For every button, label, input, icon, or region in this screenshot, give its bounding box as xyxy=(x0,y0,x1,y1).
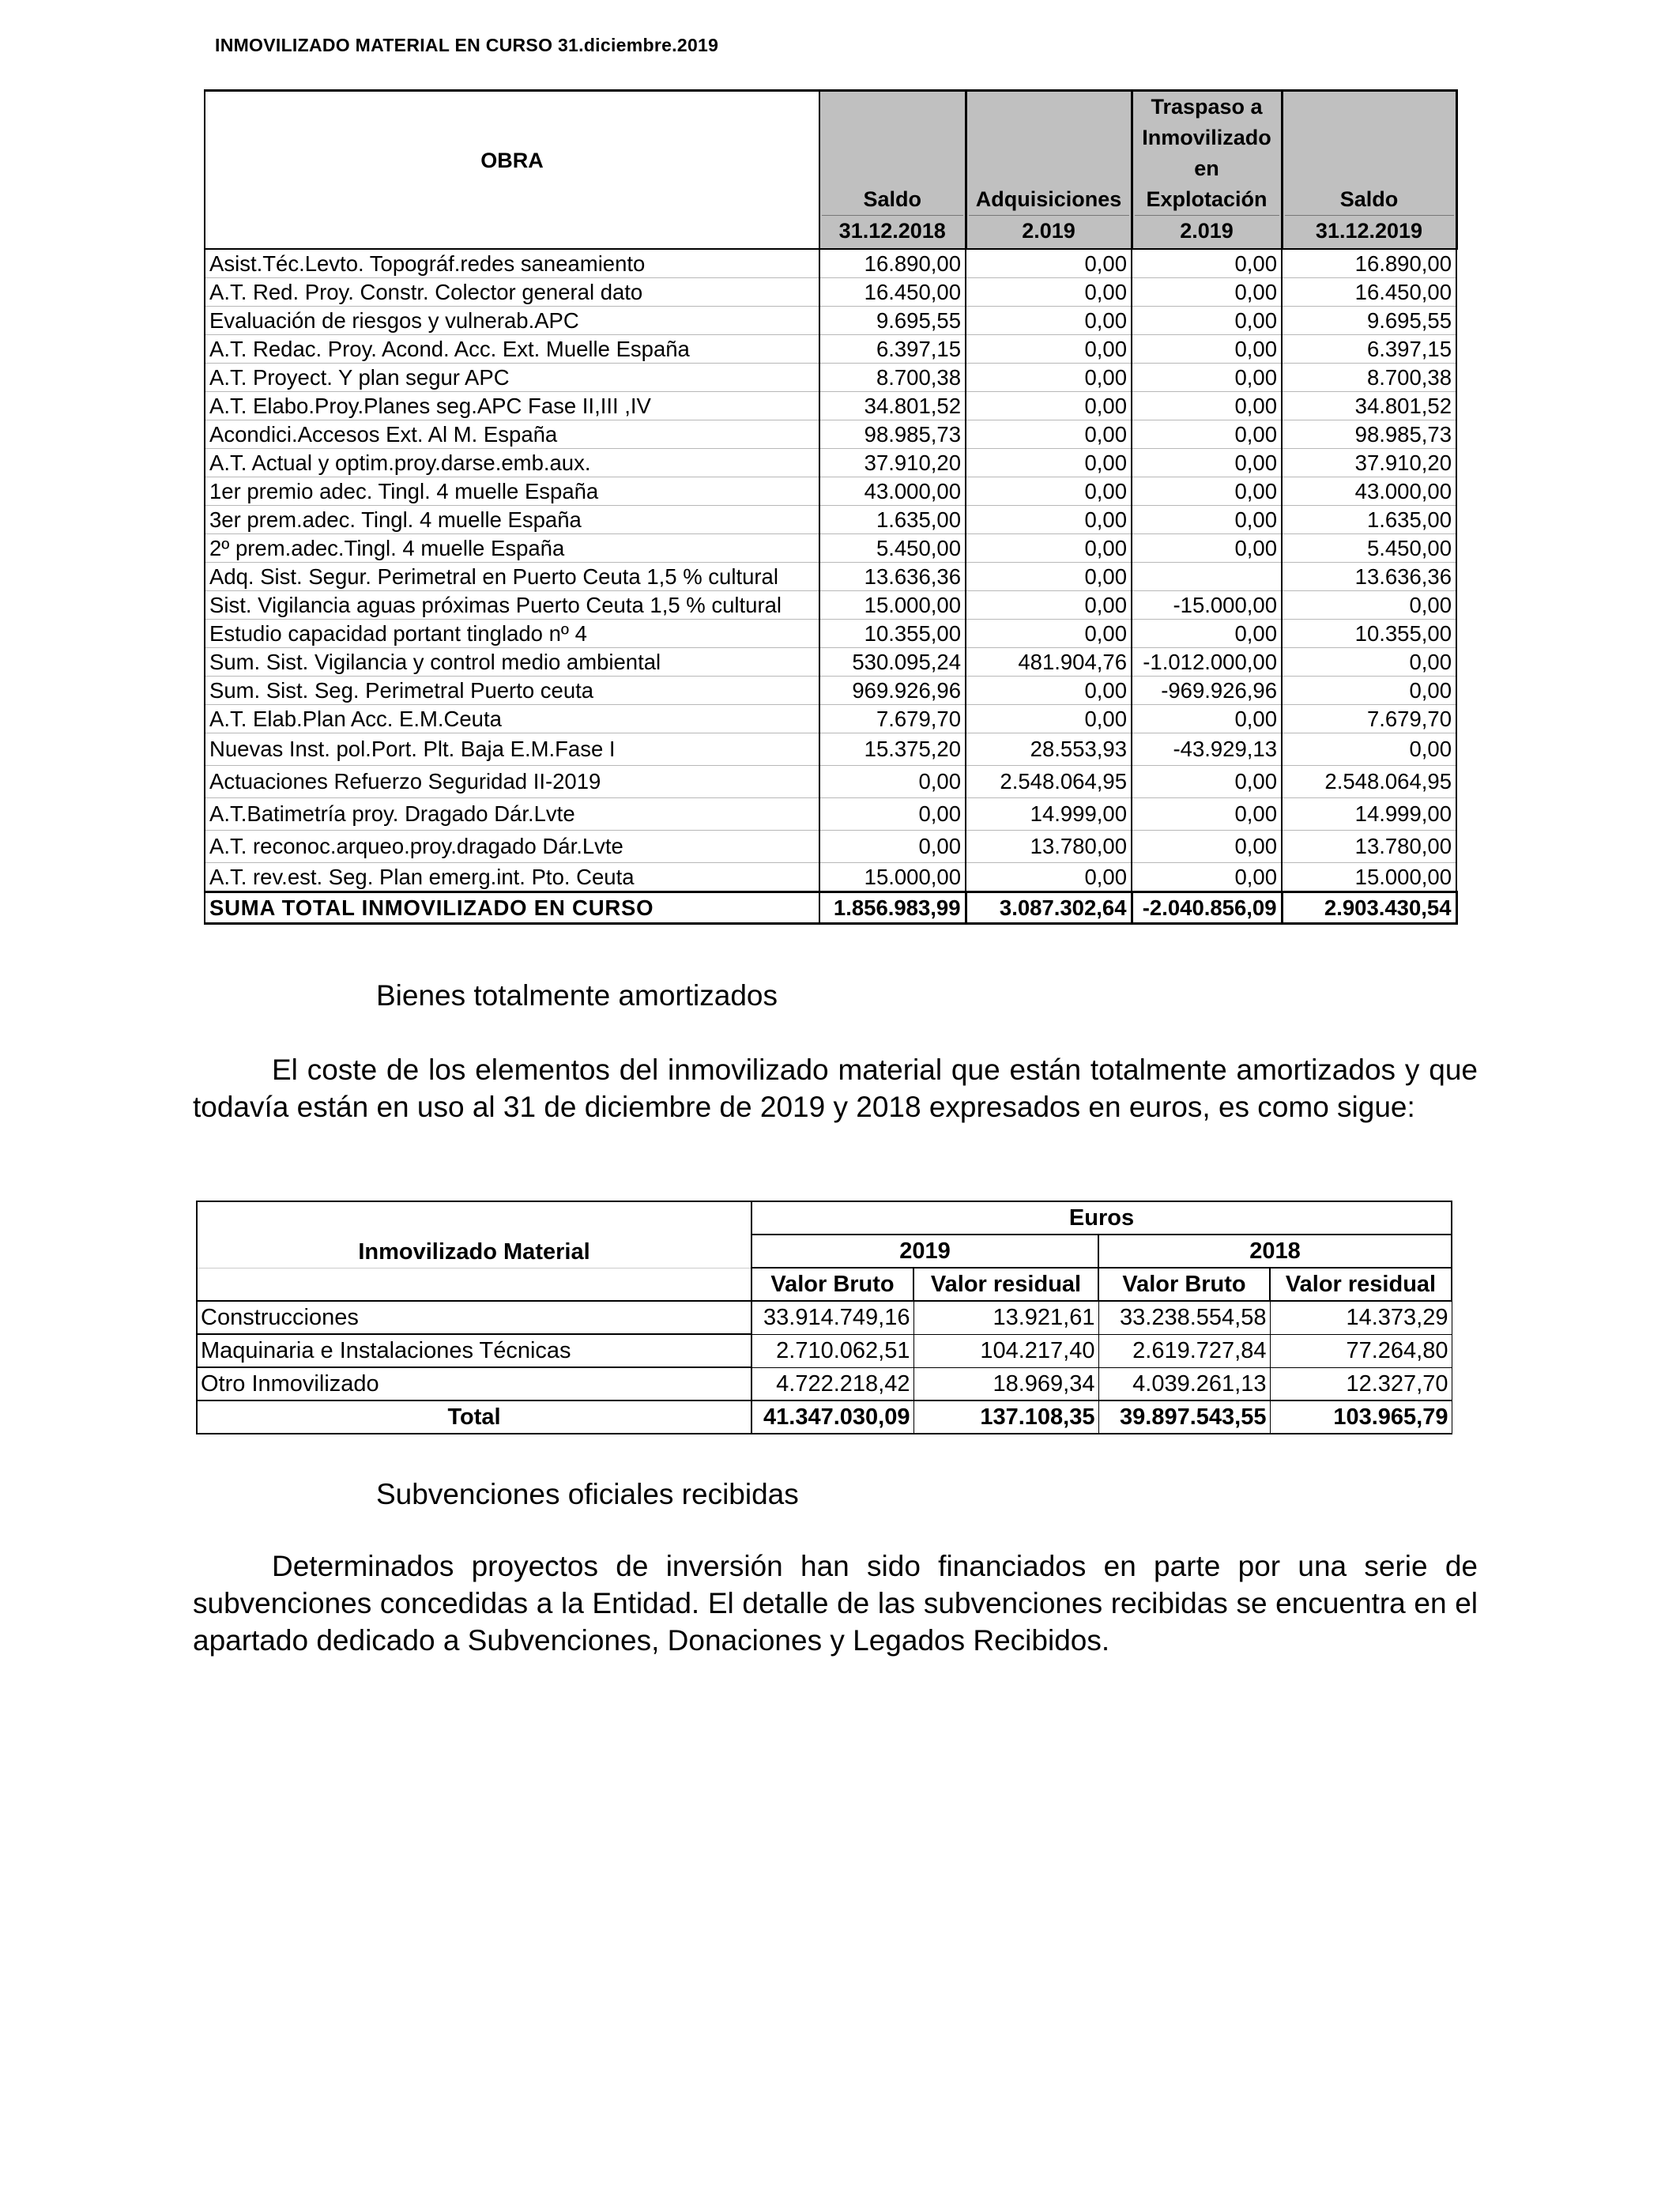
row-saldo-2019: 37.910,20 xyxy=(1282,449,1456,477)
row-adquisiciones: 28.553,93 xyxy=(966,733,1132,766)
column-header-valor-residual-2018: Valor residual xyxy=(1270,1268,1452,1301)
row-name: A.T. Elab.Plan Acc. E.M.Ceuta xyxy=(205,705,819,733)
section-heading-subvenciones: Subvenciones oficiales recibidas xyxy=(376,1478,799,1510)
row-valor-bruto-2018: 33.238.554,58 xyxy=(1098,1301,1270,1334)
row-adquisiciones: 0,00 xyxy=(966,506,1132,534)
section-paragraph-subvenciones: Determinados proyectos de inversión han sido financiados en parte por una serie de subvenciones concedidas a la Entidad. El detalle de las subvenciones recibidas se encuentra en el apartado dedicado a Subvenciones, Donaciones y Legados Recibidos. xyxy=(193,1550,1478,1657)
row-saldo-2019: 8.700,38 xyxy=(1282,364,1456,392)
row-traspaso: 0,00 xyxy=(1132,420,1282,449)
row-adquisiciones: 0,00 xyxy=(966,591,1132,620)
row-saldo-2018: 1.635,00 xyxy=(819,506,966,534)
row-saldo-2019: 10.355,00 xyxy=(1282,620,1456,648)
row-valor-bruto-2019: 2.710.062,51 xyxy=(751,1334,913,1367)
row-label: Maquinaria e Instalaciones Técnicas xyxy=(197,1334,751,1367)
row-name: Asist.Téc.Levto. Topográf.redes saneamiento xyxy=(205,249,819,278)
table-row xyxy=(205,733,1456,766)
row-valor-bruto-2018: 2.619.727,84 xyxy=(1098,1334,1270,1367)
row-adquisiciones: 0,00 xyxy=(966,677,1132,705)
column-header-2019: 2019 xyxy=(751,1235,1098,1268)
row-adquisiciones: 0,00 xyxy=(966,534,1132,563)
table-row xyxy=(205,364,1456,392)
row-saldo-2019: 0,00 xyxy=(1282,648,1456,677)
column-header-traspaso: Traspaso a Inmovilizado en Explotación 2.019 xyxy=(1132,91,1282,250)
total-label: SUMA TOTAL INMOVILIZADO EN CURSO xyxy=(205,892,819,924)
row-traspaso: 0,00 xyxy=(1132,863,1282,892)
row-saldo-2019: 16.450,00 xyxy=(1282,278,1456,307)
row-saldo-2019: 0,00 xyxy=(1282,733,1456,766)
table-row xyxy=(205,392,1456,420)
row-adquisiciones: 481.904,76 xyxy=(966,648,1132,677)
row-saldo-2018: 15.000,00 xyxy=(819,863,966,892)
table-row xyxy=(205,766,1456,798)
row-name: A.T. Red. Proy. Constr. Colector general dato xyxy=(205,278,819,307)
row-name: Sist. Vigilancia aguas próximas Puerto Ceuta 1,5 % cultural xyxy=(205,591,819,620)
row-saldo-2019: 2.548.064,95 xyxy=(1282,766,1456,798)
row-saldo-2019: 1.635,00 xyxy=(1282,506,1456,534)
row-traspaso: 0,00 xyxy=(1132,506,1282,534)
row-valor-residual-2019: 104.217,40 xyxy=(913,1334,1098,1367)
table-row xyxy=(205,449,1456,477)
column-header-adquisiciones: Adquisiciones 2.019 xyxy=(966,91,1132,250)
row-valor-bruto-2018: 4.039.261,13 xyxy=(1098,1367,1270,1400)
row-adquisiciones: 0,00 xyxy=(966,449,1132,477)
section-paragraph-bienes-amortizados: El coste de los elementos del inmovilizado material que están totalmente amortizados y que todavía están en uso al 31 de diciembre de 2019 y 2018 expresados en euros, es como sigue: xyxy=(193,1054,1478,1123)
table-row xyxy=(205,506,1456,534)
row-saldo-2018: 15.375,20 xyxy=(819,733,966,766)
row-name: Actuaciones Refuerzo Seguridad II-2019 xyxy=(205,766,819,798)
column-header-obra: OBRA xyxy=(205,91,819,250)
row-saldo-2018: 0,00 xyxy=(819,766,966,798)
row-name: A.T. Proyect. Y plan segur APC xyxy=(205,364,819,392)
row-saldo-2018: 10.355,00 xyxy=(819,620,966,648)
row-adquisiciones: 0,00 xyxy=(966,278,1132,307)
table-row xyxy=(205,648,1456,677)
row-name: A.T.Batimetría proy. Dragado Dár.Lvte xyxy=(205,798,819,831)
column-header-valor-bruto-2018: Valor Bruto xyxy=(1098,1268,1270,1301)
row-saldo-2019: 5.450,00 xyxy=(1282,534,1456,563)
column-header-saldo-2018: Saldo 31.12.2018 xyxy=(819,91,966,250)
row-adquisiciones: 0,00 xyxy=(966,863,1132,892)
row-traspaso: 0,00 xyxy=(1132,798,1282,831)
total-adquisiciones: 3.087.302,64 xyxy=(966,892,1132,924)
section-heading-bienes-amortizados: Bienes totalmente amortizados xyxy=(376,979,778,1012)
row-saldo-2019: 7.679,70 xyxy=(1282,705,1456,733)
row-saldo-2018: 37.910,20 xyxy=(819,449,966,477)
row-traspaso: 0,00 xyxy=(1132,766,1282,798)
row-name: Evaluación de riesgos y vulnerab.APC xyxy=(205,307,819,335)
table-row xyxy=(205,534,1456,563)
row-adquisiciones: 0,00 xyxy=(966,392,1132,420)
table-row xyxy=(197,1367,1452,1400)
total-saldo-2019: 2.903.430,54 xyxy=(1282,892,1456,924)
row-name: 1er premio adec. Tingl. 4 muelle España xyxy=(205,477,819,506)
page-header: INMOVILIZADO MATERIAL EN CURSO 31.diciembre.2019 xyxy=(215,35,719,55)
row-saldo-2018: 0,00 xyxy=(819,831,966,863)
row-adquisiciones: 0,00 xyxy=(966,620,1132,648)
row-saldo-2019: 15.000,00 xyxy=(1282,863,1456,892)
row-traspaso: 0,00 xyxy=(1132,620,1282,648)
table-row xyxy=(197,1301,1452,1334)
row-adquisiciones: 0,00 xyxy=(966,420,1132,449)
column-header-saldo-2019: Saldo 31.12.2019 xyxy=(1282,91,1456,250)
row-name: Acondici.Accesos Ext. Al M. España xyxy=(205,420,819,449)
column-header-euros: Euros xyxy=(751,1201,1452,1235)
row-saldo-2018: 530.095,24 xyxy=(819,648,966,677)
row-saldo-2019: 98.985,73 xyxy=(1282,420,1456,449)
table-row xyxy=(197,1334,1452,1367)
row-name: Adq. Sist. Segur. Perimetral en Puerto Ceuta 1,5 % cultural xyxy=(205,563,819,591)
row-name: 2º prem.adec.Tingl. 4 muelle España xyxy=(205,534,819,563)
row-adquisiciones: 13.780,00 xyxy=(966,831,1132,863)
row-name: 3er prem.adec. Tingl. 4 muelle España xyxy=(205,506,819,534)
row-saldo-2019: 6.397,15 xyxy=(1282,335,1456,364)
row-saldo-2019: 16.890,00 xyxy=(1282,249,1456,278)
row-traspaso: -43.929,13 xyxy=(1132,733,1282,766)
table-row xyxy=(205,831,1456,863)
total-label: Total xyxy=(197,1400,751,1434)
total-valor-residual-2018: 103.965,79 xyxy=(1270,1400,1452,1434)
row-valor-residual-2019: 13.921,61 xyxy=(913,1301,1098,1334)
total-traspaso: -2.040.856,09 xyxy=(1132,892,1282,924)
row-saldo-2019: 34.801,52 xyxy=(1282,392,1456,420)
row-saldo-2019: 13.636,36 xyxy=(1282,563,1456,591)
row-valor-bruto-2019: 4.722.218,42 xyxy=(751,1367,913,1400)
row-adquisiciones: 0,00 xyxy=(966,705,1132,733)
table-row xyxy=(205,677,1456,705)
table-row xyxy=(205,477,1456,506)
column-header-valor-bruto-2019: Valor Bruto xyxy=(751,1268,913,1301)
row-saldo-2018: 969.926,96 xyxy=(819,677,966,705)
table-row xyxy=(205,563,1456,591)
bienes-amortizados-table xyxy=(196,1201,1452,1434)
row-adquisiciones: 0,00 xyxy=(966,477,1132,506)
table-row xyxy=(205,620,1456,648)
row-traspaso: 0,00 xyxy=(1132,831,1282,863)
row-traspaso: 0,00 xyxy=(1132,705,1282,733)
row-saldo-2018: 9.695,55 xyxy=(819,307,966,335)
row-saldo-2018: 6.397,15 xyxy=(819,335,966,364)
row-saldo-2018: 8.700,38 xyxy=(819,364,966,392)
row-valor-residual-2018: 12.327,70 xyxy=(1270,1367,1452,1400)
row-traspaso: 0,00 xyxy=(1132,534,1282,563)
row-traspaso: 0,00 xyxy=(1132,335,1282,364)
total-valor-bruto-2019: 41.347.030,09 xyxy=(751,1400,913,1434)
row-name: A.T. reconoc.arqueo.proy.dragado Dár.Lvte xyxy=(205,831,819,863)
row-traspaso: -969.926,96 xyxy=(1132,677,1282,705)
table-row xyxy=(205,863,1456,892)
row-name: Estudio capacidad portant tinglado nº 4 xyxy=(205,620,819,648)
total-valor-residual-2019: 137.108,35 xyxy=(913,1400,1098,1434)
row-traspaso: 0,00 xyxy=(1132,477,1282,506)
row-adquisiciones: 0,00 xyxy=(966,335,1132,364)
row-adquisiciones: 0,00 xyxy=(966,307,1132,335)
row-traspaso: 0,00 xyxy=(1132,278,1282,307)
row-name: A.T. Actual y optim.proy.darse.emb.aux. xyxy=(205,449,819,477)
row-adquisiciones: 2.548.064,95 xyxy=(966,766,1132,798)
total-valor-bruto-2018: 39.897.543,55 xyxy=(1098,1400,1270,1434)
row-traspaso: 0,00 xyxy=(1132,249,1282,278)
row-saldo-2018: 43.000,00 xyxy=(819,477,966,506)
row-adquisiciones: 0,00 xyxy=(966,249,1132,278)
row-valor-residual-2018: 14.373,29 xyxy=(1270,1301,1452,1334)
row-traspaso xyxy=(1132,563,1282,591)
row-saldo-2018: 34.801,52 xyxy=(819,392,966,420)
row-saldo-2019: 0,00 xyxy=(1282,677,1456,705)
table-row xyxy=(205,307,1456,335)
column-header-inmovilizado: Inmovilizado Material xyxy=(197,1201,751,1268)
row-saldo-2018: 16.450,00 xyxy=(819,278,966,307)
table-row xyxy=(205,591,1456,620)
row-traspaso: -15.000,00 xyxy=(1132,591,1282,620)
column-header-2018: 2018 xyxy=(1098,1235,1452,1268)
row-adquisiciones: 14.999,00 xyxy=(966,798,1132,831)
table-row xyxy=(205,335,1456,364)
row-name: Sum. Sist. Vigilancia y control medio ambiental xyxy=(205,648,819,677)
row-valor-residual-2018: 77.264,80 xyxy=(1270,1334,1452,1367)
row-name: A.T. Redac. Proy. Acond. Acc. Ext. Muelle España xyxy=(205,335,819,364)
table-row xyxy=(205,249,1456,278)
row-saldo-2018: 15.000,00 xyxy=(819,591,966,620)
row-saldo-2019: 14.999,00 xyxy=(1282,798,1456,831)
row-saldo-2019: 0,00 xyxy=(1282,591,1456,620)
row-valor-bruto-2019: 33.914.749,16 xyxy=(751,1301,913,1334)
row-saldo-2019: 13.780,00 xyxy=(1282,831,1456,863)
row-saldo-2018: 98.985,73 xyxy=(819,420,966,449)
row-saldo-2018: 16.890,00 xyxy=(819,249,966,278)
row-saldo-2019: 43.000,00 xyxy=(1282,477,1456,506)
table-total-row xyxy=(197,1400,1452,1434)
row-saldo-2018: 0,00 xyxy=(819,798,966,831)
row-traspaso: 0,00 xyxy=(1132,307,1282,335)
row-valor-residual-2019: 18.969,34 xyxy=(913,1367,1098,1400)
row-saldo-2019: 9.695,55 xyxy=(1282,307,1456,335)
table-row xyxy=(205,278,1456,307)
row-traspaso: -1.012.000,00 xyxy=(1132,648,1282,677)
row-label: Construcciones xyxy=(197,1301,751,1334)
table-row xyxy=(205,420,1456,449)
header-spacer xyxy=(197,1268,751,1301)
row-name: Sum. Sist. Seg. Perimetral Puerto ceuta xyxy=(205,677,819,705)
row-saldo-2018: 13.636,36 xyxy=(819,563,966,591)
row-name: Nuevas Inst. pol.Port. Plt. Baja E.M.Fase I xyxy=(205,733,819,766)
table-row xyxy=(205,705,1456,733)
table-row xyxy=(205,798,1456,831)
inmovilizado-en-curso-table xyxy=(204,89,1458,925)
row-name: A.T. rev.est. Seg. Plan emerg.int. Pto. Ceuta xyxy=(205,863,819,892)
row-name: A.T. Elabo.Proy.Planes seg.APC Fase II,III ,IV xyxy=(205,392,819,420)
row-adquisiciones: 0,00 xyxy=(966,563,1132,591)
row-adquisiciones: 0,00 xyxy=(966,364,1132,392)
column-header-valor-residual-2019: Valor residual xyxy=(913,1268,1098,1301)
row-traspaso: 0,00 xyxy=(1132,449,1282,477)
table-total-row xyxy=(205,892,1456,924)
row-traspaso: 0,00 xyxy=(1132,364,1282,392)
row-saldo-2018: 7.679,70 xyxy=(819,705,966,733)
total-saldo-2018: 1.856.983,99 xyxy=(819,892,966,924)
row-traspaso: 0,00 xyxy=(1132,392,1282,420)
row-saldo-2018: 5.450,00 xyxy=(819,534,966,563)
row-label: Otro Inmovilizado xyxy=(197,1367,751,1400)
